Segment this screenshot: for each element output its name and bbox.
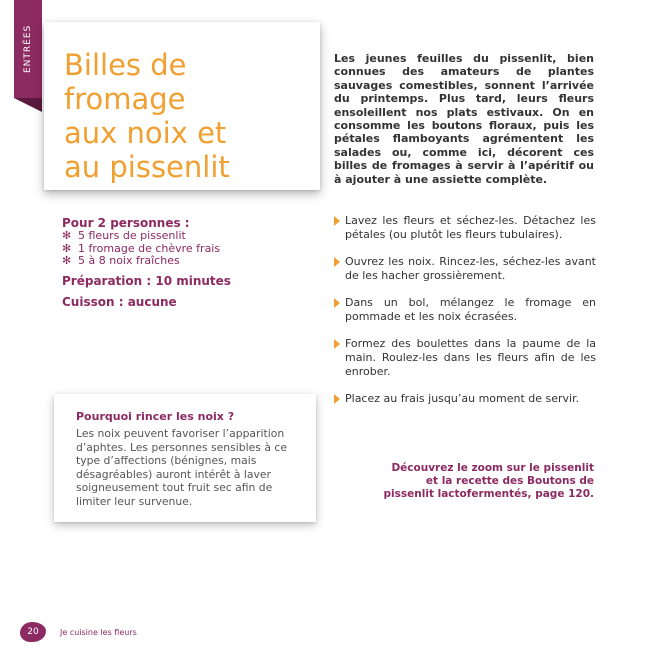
step-text: Formez des boulettes dans la paume de la main. Roulez-les dans les fleurs afin de les enrober. [345,337,596,378]
ingredient-text: 1 fromage de chèvre frais [78,241,221,255]
page-number: 20 [20,622,46,642]
ingredients-heading: Pour 2 personnes : [62,216,190,230]
step-text: Lavez les fleurs et séchez-les. Détachez les pétales (ou plutôt les fleurs tubulaires). [345,214,596,241]
tip-body: Les noix peuvent favoriser l’apparition d’aphtes. Les personnes sensibles à ce type d’affections (bénignes, mais désagréables) auront intérêt à laver soigneusement tout fruit sec afin de limiter leur survenue. [76,427,287,508]
ingredients-block [62,216,312,309]
triangle-bullet-icon [334,394,340,404]
recipe-title-line-3: au pissenlit [64,150,230,184]
asterisk-icon: ✻ [62,229,72,242]
triangle-bullet-icon [334,257,340,267]
ingredient-item [62,230,312,243]
asterisk-icon: ✻ [62,241,72,255]
step-text: Dans un bol, mélangez le fromage en pommade et les noix écrasées. [345,296,596,323]
cooking-time: Cuisson : aucune [62,294,177,309]
cross-reference: Découvrez le zoom sur le pissenlit et la recette des Boutons de pissenlit lactofermentés, page 120. [383,462,594,500]
recipe-title [64,48,316,184]
ingredient-text: 5 fleurs de pissenlit [78,229,186,242]
steps-list [334,214,596,419]
section-tab-fold [14,98,42,112]
step-item [334,337,596,379]
tip-card [54,394,316,522]
ingredient-text: 5 à 8 noix fraîches [78,254,180,267]
step-item [334,214,596,242]
recipe-title-line-1: Billes de fromage [64,48,187,116]
triangle-bullet-icon [334,216,340,226]
tip-title: Pourquoi rincer les noix ? [76,410,235,423]
triangle-bullet-icon [334,339,340,349]
triangle-bullet-icon [334,298,340,308]
step-text: Placez au frais jusqu’au moment de servir. [345,392,580,405]
section-label: ENTRÉES [23,24,33,74]
step-text: Ouvrez les noix. Rincez-les, séchez-les avant de les hacher grossièrement. [345,255,596,282]
asterisk-icon: ✻ [62,254,72,267]
step-item [334,296,596,324]
ingredients-list [62,230,312,268]
preparation-time: Préparation : 10 minutes [62,273,231,288]
book-title: Je cuisine les fleurs [60,628,137,637]
recipe-title-line-2: aux noix et [64,116,227,150]
ingredient-item [62,255,312,268]
step-item [334,255,596,283]
title-card [44,22,320,190]
step-item [334,392,596,406]
intro-paragraph: Les jeunes feuilles du pissenlit, bien connues des amateurs de plantes sauvages comestibles, sonnent l’arrivée du printemps. Plus tard, leurs fleurs ensoleillent nos plats estivaux. On en consomme les boutons floraux, puis les pétales flamboyants agrémentent les salades ou, comme ici, décorent ces billes de fromages à servir à l’apéritif ou à ajouter à une assiette complète. [334,52,594,186]
